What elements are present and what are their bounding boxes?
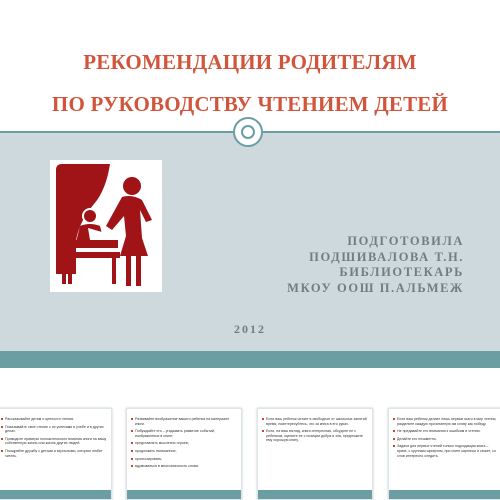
thumbnail-stripe (389, 490, 500, 499)
slide-thumbnails (0, 378, 500, 500)
list-item: Делайте его незаметно. (393, 437, 499, 442)
thumbnail-list (131, 417, 237, 472)
list-item: продолжать написанное; (131, 449, 237, 454)
list-item: Поощряйте дружбу с детьми и взрослыми, которые любят читать. (1, 449, 107, 458)
list-item: Показывайте свое чтение с их успехами в учебе и в других делах. (1, 425, 107, 434)
list-item: прогнозировать; (131, 457, 237, 462)
list-item: Не предавайте его внимания к ошибкам в чтении. (393, 429, 499, 434)
thumbnail-stripe (258, 490, 372, 499)
author-line-1: ПОДГОТОВИЛА (347, 234, 464, 248)
title-line-2: ПО РУКОВОДСТВУ ЧТЕНИЕМ ДЕТЕЙ (51, 92, 449, 116)
slide-thumbnail-4[interactable] (388, 408, 500, 500)
list-item: Задача для первых чтений только подходящая книга – яркие, с крупным шрифтом, при книге картинки и сюжет, со слов интересно следить. (393, 444, 499, 458)
thumbnail-stripe (127, 490, 241, 499)
slide-thumbnail-1[interactable] (0, 408, 112, 500)
list-item: представлять мысленно героев; (131, 441, 237, 446)
thumbnail-list (262, 417, 368, 446)
slide-thumbnail-3[interactable] (257, 408, 373, 500)
year-label: 2012 (234, 322, 266, 336)
slide-thumbnail-2[interactable] (126, 408, 242, 500)
list-item: Если, на ваш взгляд, книга интересная, обсудите ее с ребенком, оцените ее с позиции добра и зла, предложите ему хорошую книгу. (262, 429, 368, 443)
list-item: Приводите примеры положительного влияния книги на вашу собственную жизнь или жизнь других людей. (1, 437, 107, 446)
author-line-3: БИБЛИОТЕКАРЬ (339, 265, 464, 279)
author-line-2: ПОДШИВАЛОВА Т.Н. (309, 249, 464, 264)
list-item: Побуждайте его – угадывать развитие событий, изображенных в книге; (131, 429, 237, 438)
title-line-1: РЕКОМЕНДАЦИИ РОДИТЕЛЯМ (83, 50, 417, 74)
list-item: вдумываться в многозначность слова. (131, 464, 237, 469)
circle-ornament-icon (233, 117, 263, 147)
list-item: Если ваш ребенок читает в свободное от школьных занятий время, поинтересуйтесь, что за книга в его руках. (262, 417, 368, 426)
author-block (164, 234, 464, 296)
list-item: Рассказывайте детям о ценности чтения. (1, 417, 107, 422)
list-item: Развивайте воображение вашего ребенка на материале книги. (131, 417, 237, 426)
parent-and-child-reading-icon (50, 160, 162, 292)
thumbnail-list (393, 417, 499, 461)
list-item: Если ваш ребенок делает лишь первые шаги в мир чтения, разделите каждую прочитанную им слову как победу. (393, 417, 499, 426)
thumbnail-stripe (0, 490, 111, 499)
author-line-4: МКОУ ООШ П.АЛЬМЕЖ (287, 280, 464, 295)
bottom-stripe (0, 351, 500, 368)
thumbnail-list (1, 417, 107, 461)
